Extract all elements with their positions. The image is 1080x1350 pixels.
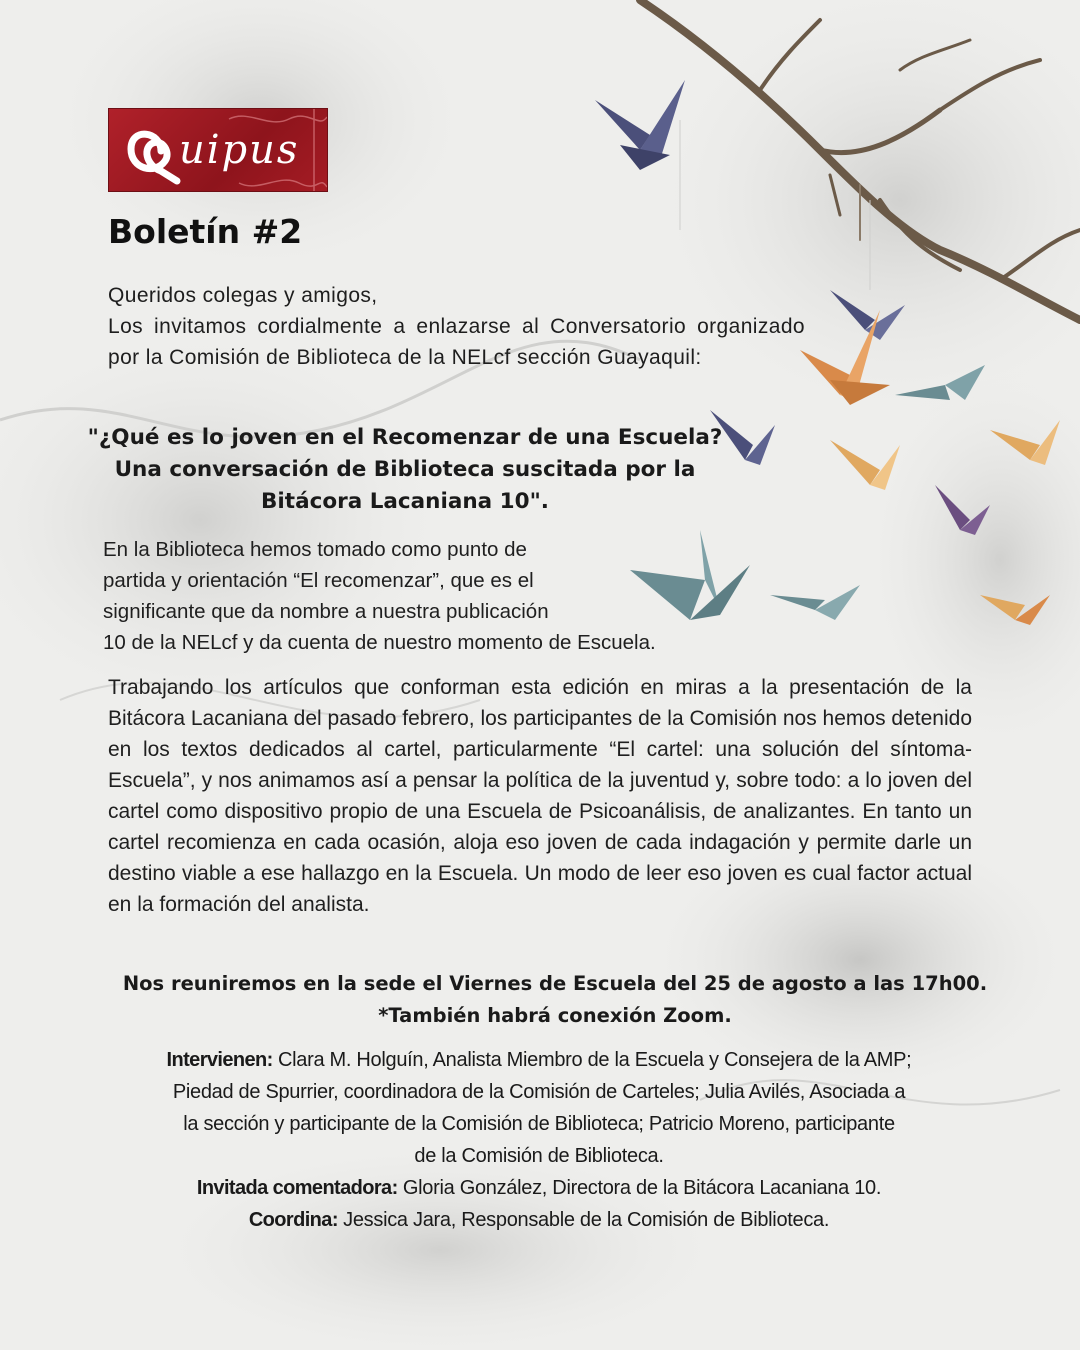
event-title: [80, 422, 730, 518]
page-title: Boletín #2: [108, 212, 303, 251]
credits: [60, 1044, 1018, 1236]
event-title-line: "¿Qué es lo joven en el Recomenzar de una Escuela?: [87, 425, 723, 450]
paragraph-cartel: Trabajando los artículos que conforman esta edición en miras a la presentación de la Bitácora Lacaniana del pasado febrero, los participantes de la Comisión nos hemos detenido en los textos dedicados al cartel, particularmente “El cartel: una solución del síntoma-Escuela”, y nos animamos así a pensar la política de la juventud y, sobre todo: a lo joven del cartel como dispositivo propio de una Escuela de Psicoanálisis, de analizantes. En tanto un cartel recomienza en cada ocasión, aloja eso joven de cada indagación y permite darle un destino viable a ese hallazgo en la Escuela. Un modo de leer eso joven es cual factor actual en la formación del analista.: [108, 676, 972, 916]
credits-line: Coordina: Jessica Jara, Responsable de la Comisión de Biblioteca.: [248, 1209, 830, 1231]
credits-line: la sección y participante de la Comisión de Biblioteca; Patricio Moreno, participante: [183, 1113, 895, 1135]
event-title-line: Una conversación de Biblioteca suscitada por la: [114, 457, 696, 482]
credits-line: Invitada comentadora: Gloria González, Directora de la Bitácora Lacaniana 10.: [196, 1177, 882, 1199]
quipus-logo: [108, 108, 328, 192]
paragraph-line: significante que da nombre a nuestra publicación: [103, 600, 549, 623]
meeting-info: [60, 968, 1050, 1032]
intro-text: [108, 280, 805, 373]
zoom-note: *También habrá conexión Zoom.: [378, 1004, 732, 1027]
paragraph-line: En la Biblioteca hemos tomado como punto de: [103, 538, 527, 561]
meeting-date: Nos reuniremos en la sede el Viernes de Escuela del 25 de agosto a las 17h00.: [122, 972, 988, 995]
invitada-label: Invitada comentadora:: [196, 1177, 398, 1199]
greeting: Queridos colegas y amigos,: [108, 284, 378, 307]
paragraph-line: 10 de la NELcf y da cuenta de nuestro momento de Escuela.: [103, 631, 656, 654]
logo-text: uipus: [179, 127, 300, 173]
event-title-line: Bitácora Lacaniana 10".: [261, 489, 549, 514]
credits-line: Piedad de Spurrier, coordinadora de la Comisión de Carteles; Julia Avilés, Asociada a: [172, 1081, 906, 1103]
paragraph-line: partida y orientación “El recomenzar”, que es el: [103, 569, 534, 592]
credits-line: de la Comisión de Biblioteca.: [414, 1145, 664, 1167]
credits-line: Intervienen: Clara M. Holguín, Analista Miembro de la Escuela y Consejera de la AMP;: [166, 1049, 912, 1071]
coordina-label: Coordina:: [248, 1209, 338, 1231]
intro-body: Los invitamos cordialmente a enlazarse al Conversatorio organizado por la Comisión de Biblioteca de la NELcf sección Guayaquil:: [108, 315, 805, 369]
paragraph-recomenzar: [103, 534, 656, 658]
intervienen-label: Intervienen:: [166, 1049, 273, 1071]
